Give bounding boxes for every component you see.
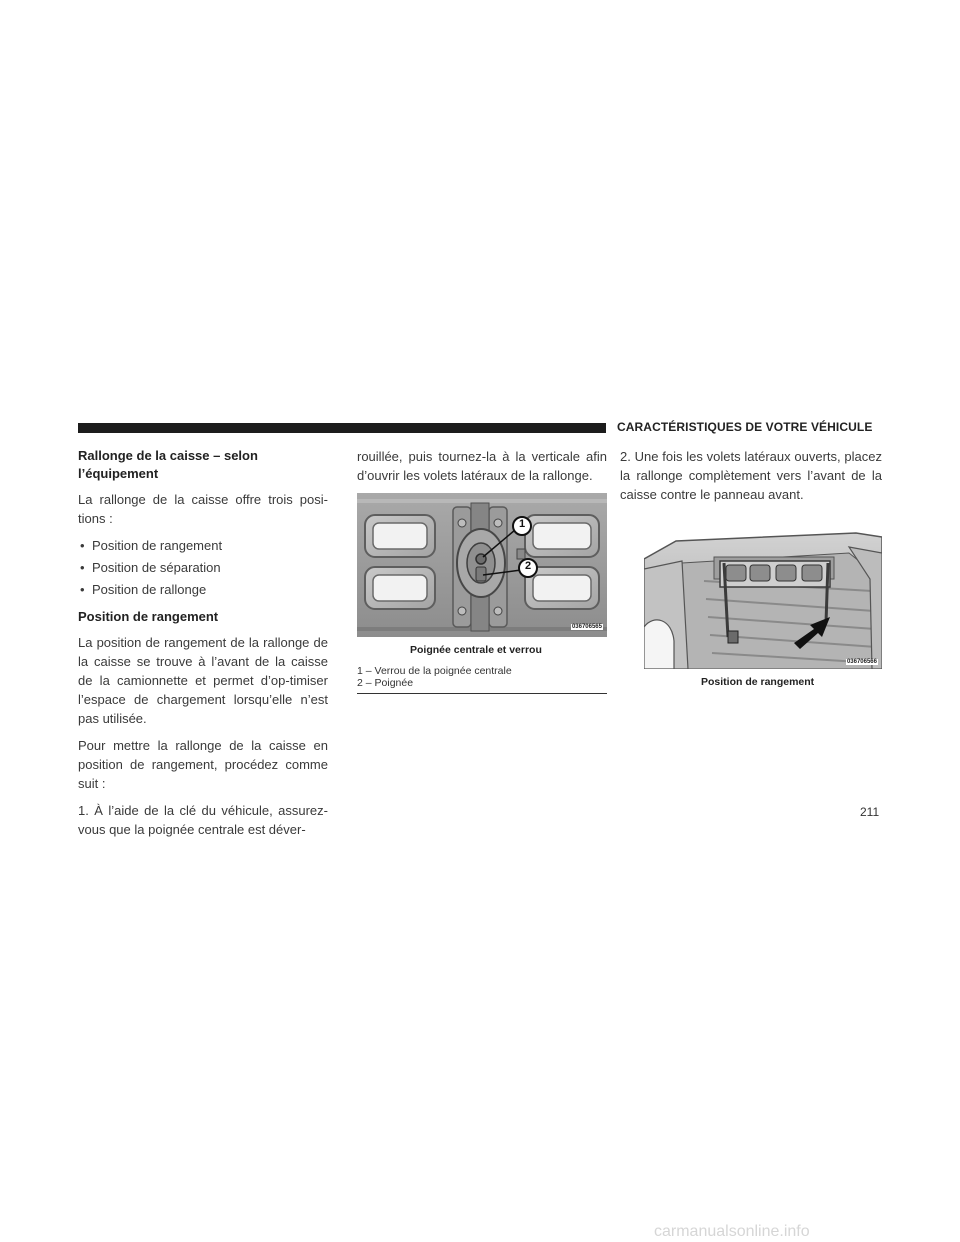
center-handle-illustration [357, 493, 607, 637]
paragraph: Pour mettre la rallonge de la caisse en position de rangement, procédez comme suit : [78, 738, 328, 791]
truck-bed-illustration [644, 519, 882, 669]
figure-code: 036706565 [571, 624, 602, 630]
figure-center-handle [357, 493, 607, 637]
column-3 [620, 447, 882, 512]
page-number: 211 [860, 805, 880, 819]
figure-legend [357, 665, 607, 689]
legend-rule [357, 693, 607, 694]
legend-item: 2 – Poignée [357, 677, 414, 689]
list-item: • Position de séparation [78, 558, 328, 577]
column-2 [357, 447, 607, 493]
callout-label: 1 [518, 518, 526, 530]
intro-paragraph: La rallonge de la caisse offre trois posi-tions : [78, 492, 328, 526]
figure-caption: Position de rangement [701, 676, 815, 688]
section-heading: Rallonge de la caisse – selon l’équipement [78, 448, 258, 481]
list-item: • Position de rallonge [78, 580, 328, 599]
positions-list [78, 536, 328, 599]
column-1 [78, 447, 328, 847]
step-1-continued: rouillée, puis tournez-la à la verticale afin d’ouvrir les volets latéraux de la rallonge. [357, 449, 607, 483]
figure-code: 036706566 [846, 659, 877, 665]
list-item: • Position de rangement [78, 536, 328, 555]
subheading: Position de rangement [78, 609, 219, 624]
watermark: carmanualsonline.info [654, 1223, 810, 1240]
figure-caption: Poignée centrale et verrou [410, 644, 542, 656]
step-2: 2. Une fois les volets latéraux ouverts, placez la rallonge complètement vers l’avant de la caisse contre le panneau avant. [620, 449, 882, 502]
header-rule [78, 423, 606, 433]
paragraph: La position de rangement de la rallonge de la caisse se trouve à l’avant de la caisse de la camionnette et permet d’op-timiser l’espace de chargement lorsqu’elle n’est pas utilisée. [78, 635, 328, 726]
legend-item: 1 – Verrou de la poignée centrale [357, 665, 512, 677]
figure-stowed-position [644, 519, 882, 669]
callout-label: 2 [524, 560, 532, 572]
section-title: CARACTÉRISTIQUES DE VOTRE VÉHICULE [617, 420, 873, 434]
step-1: 1. À l’aide de la clé du véhicule, assurez-vous que la poignée centrale est déver- [78, 803, 328, 837]
